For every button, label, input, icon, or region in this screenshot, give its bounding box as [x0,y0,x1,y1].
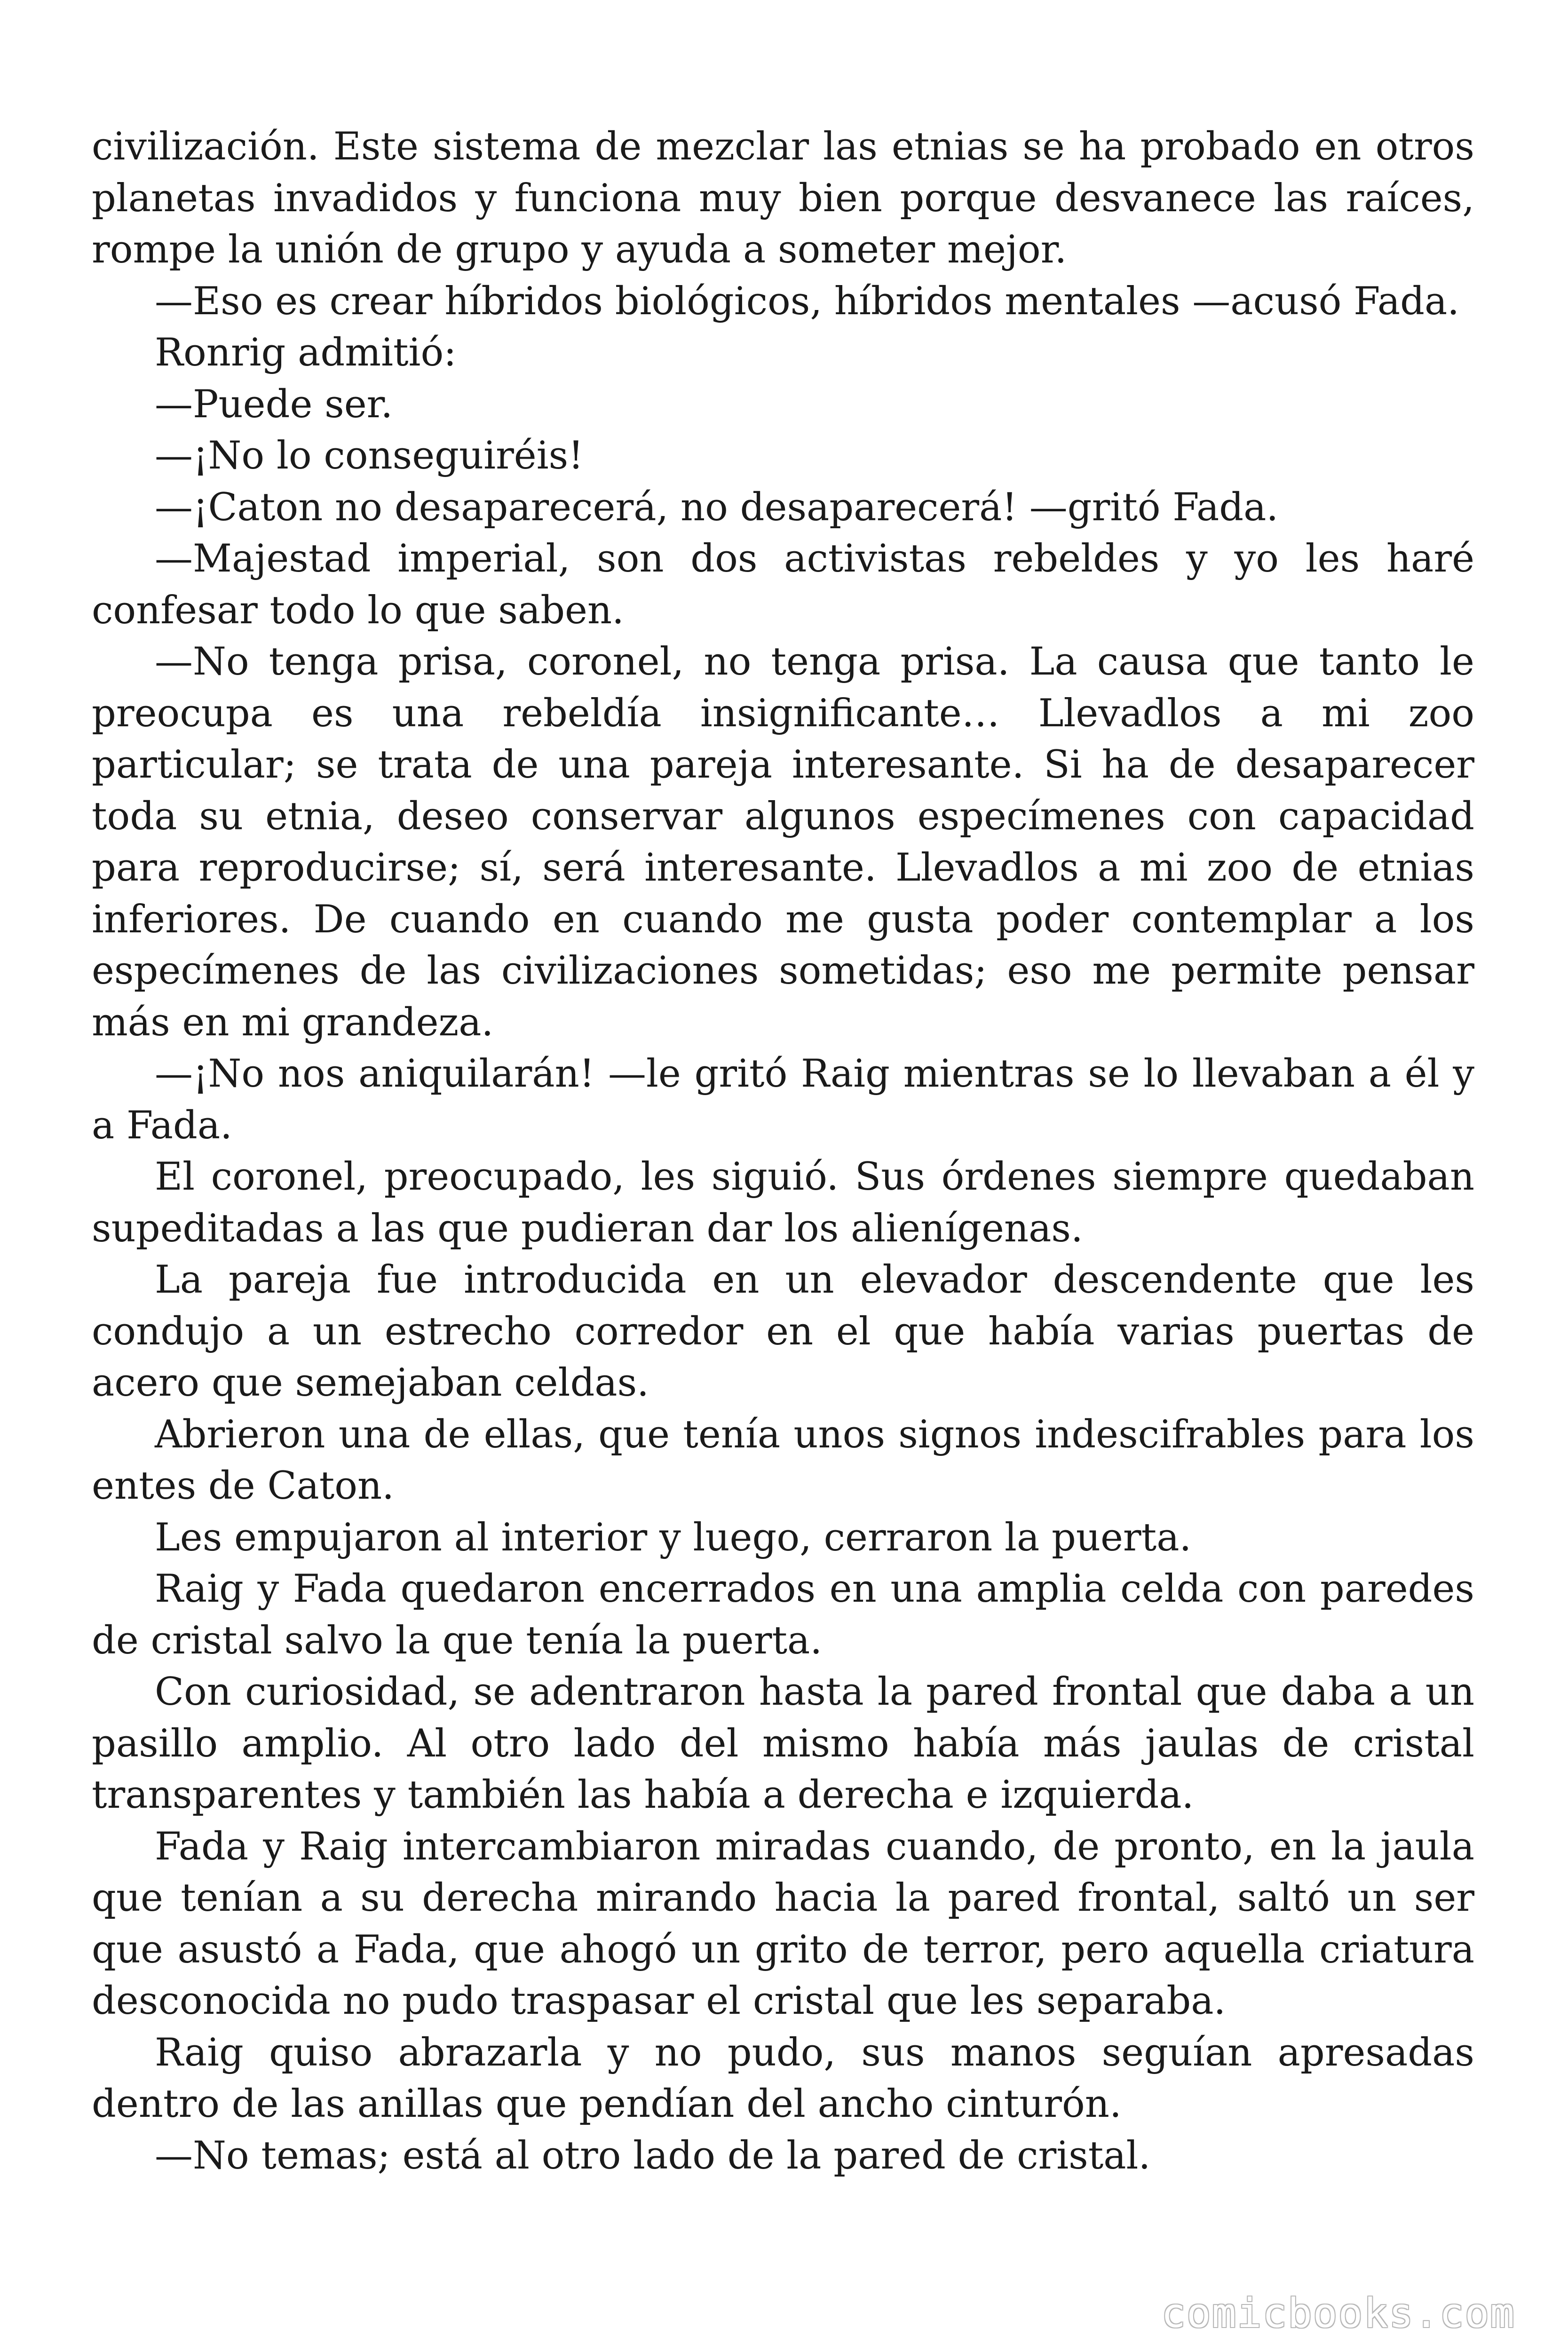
paragraph: —¡No lo conseguiréis! [155,434,584,478]
watermark: comicbooks.com [1161,2290,1515,2337]
paragraph: Les empujaron al interior y luego, cerraron la puerta. [155,1515,1192,1560]
paragraph: Ronrig admitió: [155,331,457,375]
paragraph: —No tenga prisa, coronel, no tenga prisa. La causa que tanto le preocupa es una rebeldía insignificante… Llevadlos a mi zoo particular; se trata de una pareja interesante. Si ha de desaparecer toda su etnia, deseo conservar algunos especímenes con capacidad para reproducirse; sí, será interesante. Llevadlos a mi zoo de etnias inferiores. De cuando en cuando me gusta poder contemplar a los especímenes de las civilizaciones sometidas; eso me permite pensar más en mi grandeza. [92,640,1474,1045]
paragraph: Abrieron una de ellas, que tenía unos signos indescifrables para los entes de Caton. [92,1412,1474,1508]
paragraph: —Majestad imperial, son dos activistas rebeldes y yo les haré confesar todo lo que saben. [92,537,1474,633]
paragraph: La pareja fue introducida en un elevador descendente que les condujo a un estrecho corredor en el que había varias puertas de acero que semejaban celdas. [92,1258,1474,1405]
paragraph: Raig quiso abrazarla y no pudo, sus manos seguían apresadas dentro de las anillas que pendían del ancho cinturón. [92,2030,1474,2126]
paragraph: Fada y Raig intercambiaron miradas cuando, de pronto, en la jaula que tenían a su derecha mirando hacia la pared frontal, saltó un ser que asustó a Fada, que ahogó un grito de terror, pero aquella criatura desconocida no pudo traspasar el cristal que les separaba. [92,1824,1474,2023]
paragraph: Con curiosidad, se adentraron hasta la pared frontal que daba a un pasillo amplio. Al otro lado del mismo había más jaulas de cristal transparentes y también las había a derecha e izquierda. [92,1670,1474,1817]
paragraph: —¡No nos aniquilarán! —le gritó Raig mientras se lo llevaban a él y a Fada. [92,1052,1474,1148]
paragraph: El coronel, preocupado, les siguió. Sus órdenes siempre quedaban supeditadas a las que pudieran dar los alienígenas. [92,1155,1474,1251]
paragraph: —Puede ser. [155,382,393,427]
paragraph: —Eso es crear híbridos biológicos, híbridos mentales —acusó Fada. [155,279,1460,324]
text-column [92,121,1474,2182]
paragraph: Raig y Fada quedaron encerrados en una amplia celda con paredes de cristal salvo la que tenía la puerta. [92,1567,1474,1663]
paragraph: —¡Caton no desaparecerá, no desaparecerá! —gritó Fada. [155,485,1279,530]
paragraph: —No temas; está al otro lado de la pared de cristal. [155,2133,1151,2178]
paragraph-continued: civilización. Este sistema de mezclar las etnias se ha probado en otros planetas invadidos y funciona muy bien porque desvanece las raíces, rompe la unión de grupo y ayuda a someter mejor. [92,125,1474,272]
